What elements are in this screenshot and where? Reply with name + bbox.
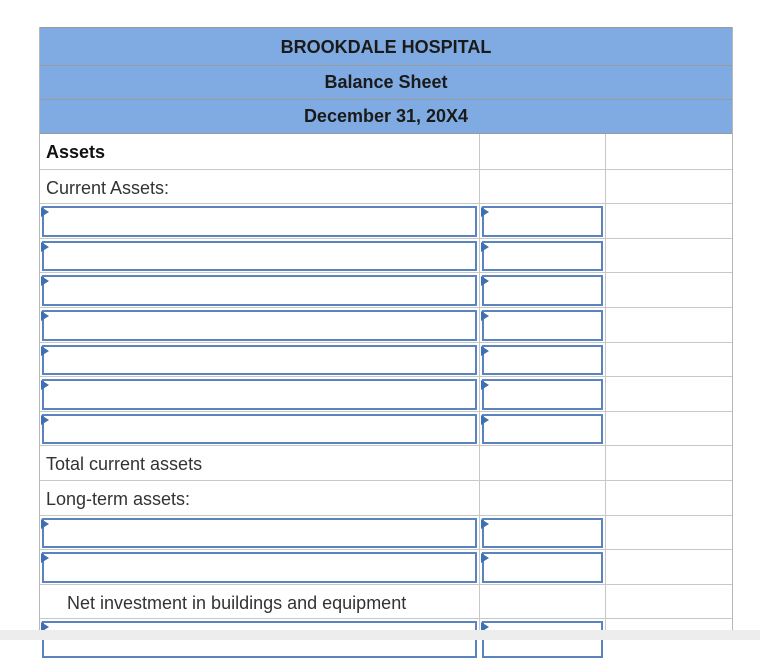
current-asset-row-5 (40, 342, 732, 377)
long-term-asset-name-cell (40, 550, 479, 584)
current-asset-name-cell (40, 412, 479, 446)
assets-label: Assets (46, 142, 106, 162)
header-company-row (40, 27, 732, 65)
assets-heading-row (40, 134, 732, 169)
current-asset-amount-cell (479, 412, 605, 446)
current-asset-row-4 (40, 307, 732, 342)
long-term-asset-name-input[interactable] (42, 552, 477, 583)
current-asset-row-1 (40, 203, 732, 238)
current-asset-amount-input[interactable] (482, 206, 603, 237)
current-asset-name-input[interactable] (42, 310, 477, 341)
bottom-fade (0, 630, 760, 640)
header-statement-row (40, 65, 732, 99)
current-asset-name-cell (40, 239, 479, 273)
current-asset-name-input[interactable] (42, 345, 477, 376)
current-assets-total-cell (605, 170, 732, 204)
current-asset-row-2 (40, 238, 732, 273)
assets-label-cell (40, 134, 479, 169)
current-asset-name-input[interactable] (42, 241, 477, 272)
current-asset-amount-input[interactable] (482, 310, 603, 341)
current-asset-name-cell (40, 308, 479, 342)
assets-amount-cell (479, 134, 605, 169)
current-asset-amount-cell (479, 204, 605, 238)
total-current-assets-label-cell (40, 446, 479, 480)
total-current-assets-label: Total current assets (46, 454, 203, 475)
long-term-asset-name-input[interactable] (42, 518, 477, 549)
balance-sheet-table (39, 27, 733, 638)
long-term-asset-row-1 (40, 515, 732, 550)
current-asset-name-cell (40, 377, 479, 411)
current-assets-label-cell (40, 170, 479, 204)
current-asset-amount-input[interactable] (482, 345, 603, 376)
current-asset-row-6 (40, 376, 732, 411)
current-assets-amount-cell (479, 170, 605, 204)
assets-total-cell (605, 134, 732, 169)
long-term-assets-label-cell (40, 481, 479, 515)
statement-title: Balance Sheet (324, 72, 448, 92)
long-term-asset-amount-input[interactable] (482, 552, 603, 583)
current-asset-name-cell (40, 204, 479, 238)
total-current-assets-amount-cell (479, 446, 605, 480)
current-asset-name-input[interactable] (42, 414, 477, 445)
current-asset-amount-input[interactable] (482, 241, 603, 272)
long-term-asset-total-cell (605, 550, 732, 584)
long-term-assets-amount-cell (479, 481, 605, 515)
company-name: BROOKDALE HOSPITAL (280, 37, 492, 57)
current-asset-row-3 (40, 272, 732, 307)
current-asset-amount-cell (479, 377, 605, 411)
long-term-assets-heading-row (40, 480, 732, 515)
current-asset-amount-cell (479, 308, 605, 342)
current-asset-total-cell (605, 412, 732, 446)
long-term-assets-total-cell (605, 481, 732, 515)
current-asset-amount-cell (479, 343, 605, 377)
current-asset-amount-input[interactable] (482, 414, 603, 445)
current-asset-total-cell (605, 377, 732, 411)
current-asset-row-7 (40, 411, 732, 446)
total-current-assets-row (40, 445, 732, 480)
current-assets-label: Current Assets: (46, 177, 170, 198)
current-asset-total-cell (605, 308, 732, 342)
current-asset-amount-input[interactable] (482, 379, 603, 410)
current-assets-heading-row (40, 169, 732, 204)
current-asset-amount-cell (479, 273, 605, 307)
long-term-asset-total-cell (605, 516, 732, 550)
long-term-assets-label: Long-term assets: (46, 488, 191, 509)
current-asset-name-input[interactable] (42, 379, 477, 410)
current-asset-name-cell (40, 343, 479, 377)
net-investment-label-cell (40, 585, 479, 619)
current-asset-amount-input[interactable] (482, 275, 603, 306)
long-term-asset-name-cell (40, 516, 479, 550)
current-asset-name-input[interactable] (42, 275, 477, 306)
net-investment-row (40, 584, 732, 619)
net-investment-total-cell (605, 585, 732, 619)
net-investment-amount-cell (479, 585, 605, 619)
current-asset-total-cell (605, 273, 732, 307)
net-investment-label: Net investment in buildings and equipment (67, 592, 407, 613)
header-date-row (40, 99, 732, 134)
long-term-asset-row-2 (40, 549, 732, 584)
current-asset-name-cell (40, 273, 479, 307)
current-asset-name-input[interactable] (42, 206, 477, 237)
current-asset-total-cell (605, 204, 732, 238)
current-asset-total-cell (605, 343, 732, 377)
current-asset-amount-cell (479, 239, 605, 273)
long-term-asset-amount-input[interactable] (482, 518, 603, 549)
current-asset-total-cell (605, 239, 732, 273)
long-term-asset-amount-cell (479, 516, 605, 550)
long-term-asset-amount-cell (479, 550, 605, 584)
total-current-assets-total-cell (605, 446, 732, 480)
statement-date: December 31, 20X4 (303, 106, 469, 126)
